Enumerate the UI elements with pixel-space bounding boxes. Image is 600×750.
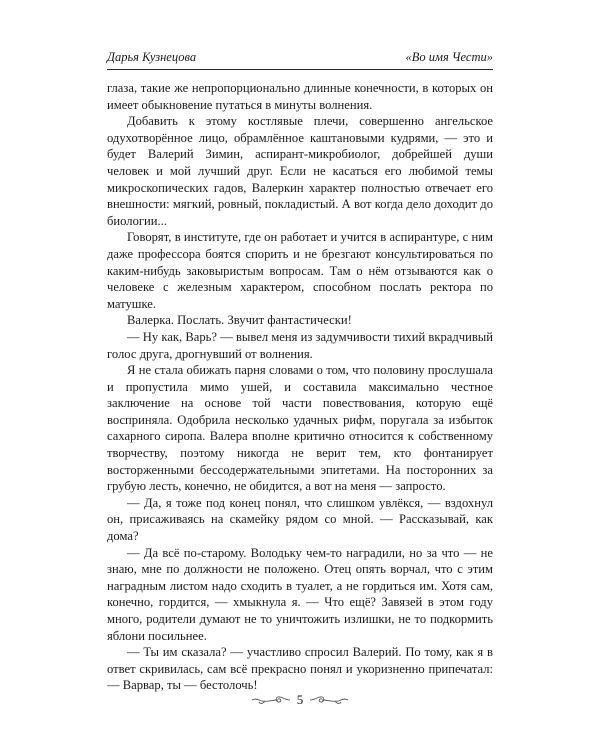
header-title: «Во имя Чести» [405,50,493,64]
running-header [107,50,493,68]
page-number: 5 [296,692,304,707]
header-rule [107,69,493,70]
paragraph: Добавить к этому костлявые плечи, совершенно ангельское одухотворённое лицо, обрамлённое каштановыми кудрями, — это и будет Валерий Зимин, аспирант-микробиолог, добрейшей души человек и мой лучший друг. Если не касаться его любимой темы микроскопических гадов, Валеркин характер полностью отвечает его внешности: мягкий, ровный, покладистый. А вот когда дело доходит до биологии... [107,114,493,228]
paragraph: Говорят, в институте, где он работает и учится в аспирантуре, с ним даже профессора боятся спорить и не брезгают консультироваться по каким-нибудь заковыристым вопросам. Там о нём отзываются как о человеке с железным характером, способном послать ректора по матушке. [107,230,493,311]
paragraph: — Ну как, Варь? — вывел меня из задумчивости тихий вкрадчивый голос друга, дрогнувший от волнения. [107,329,493,361]
body-text [107,80,493,694]
paragraph: глаза, такие же непропорционально длинные конечности, в которых он имеет обыкновение путаться в минуты волнения. [107,81,493,112]
paragraph: — Да всё по-старому. Володьку чем-то наградили, но за что — не знаю, мне по должности не положено. Отец опять ворчал, что с этим наградным листом надо сходить в туалет, а не гордиться им. Хотя сам, конечно, гордится, — хмыкнула я. — Что ещё? Завязей в этом году много, родители думают не то уничтожить излишки, не то подкормить яблони посильнее. [107,545,493,643]
header-author: Дарья Кузнецова [107,50,197,64]
page-footer [0,690,600,710]
paragraph: Валерка. Послать. Звучит фантастически! [127,313,352,328]
right-flourish-icon [309,695,349,705]
paragraph: — Ты им сказала? — участливо спросил Валерий. По тому, как я в ответ скривилась, сам всё прекрасно понял и укоризненно припечатал: — Варвар, ты — бестолочь! [107,645,493,693]
paragraph: Я не стала обижать парня словами о том, что половину прослушала и пропустила мимо ушей, и составила максимально честное заключение на основе той части повествования, которую ещё восприняла. Одобрила несколько удачных рифм, поругала за избыток сахарного сиропа. Валера вполне критично относится к собственному творчеству, поэтому никогда не верит тем, кто фонтанирует восторженными бессодержательными эпитетами. На посторонних за грубую лесть, конечно, не обидится, а вот на меня — запросто. [107,363,493,494]
paragraph: — Да, я тоже под конец понял, что слишком увлёкся, — вздохнул он, присаживаясь на скамейку рядом со мной. — Рассказывай, как дома? [107,495,493,544]
left-flourish-icon [251,695,291,705]
